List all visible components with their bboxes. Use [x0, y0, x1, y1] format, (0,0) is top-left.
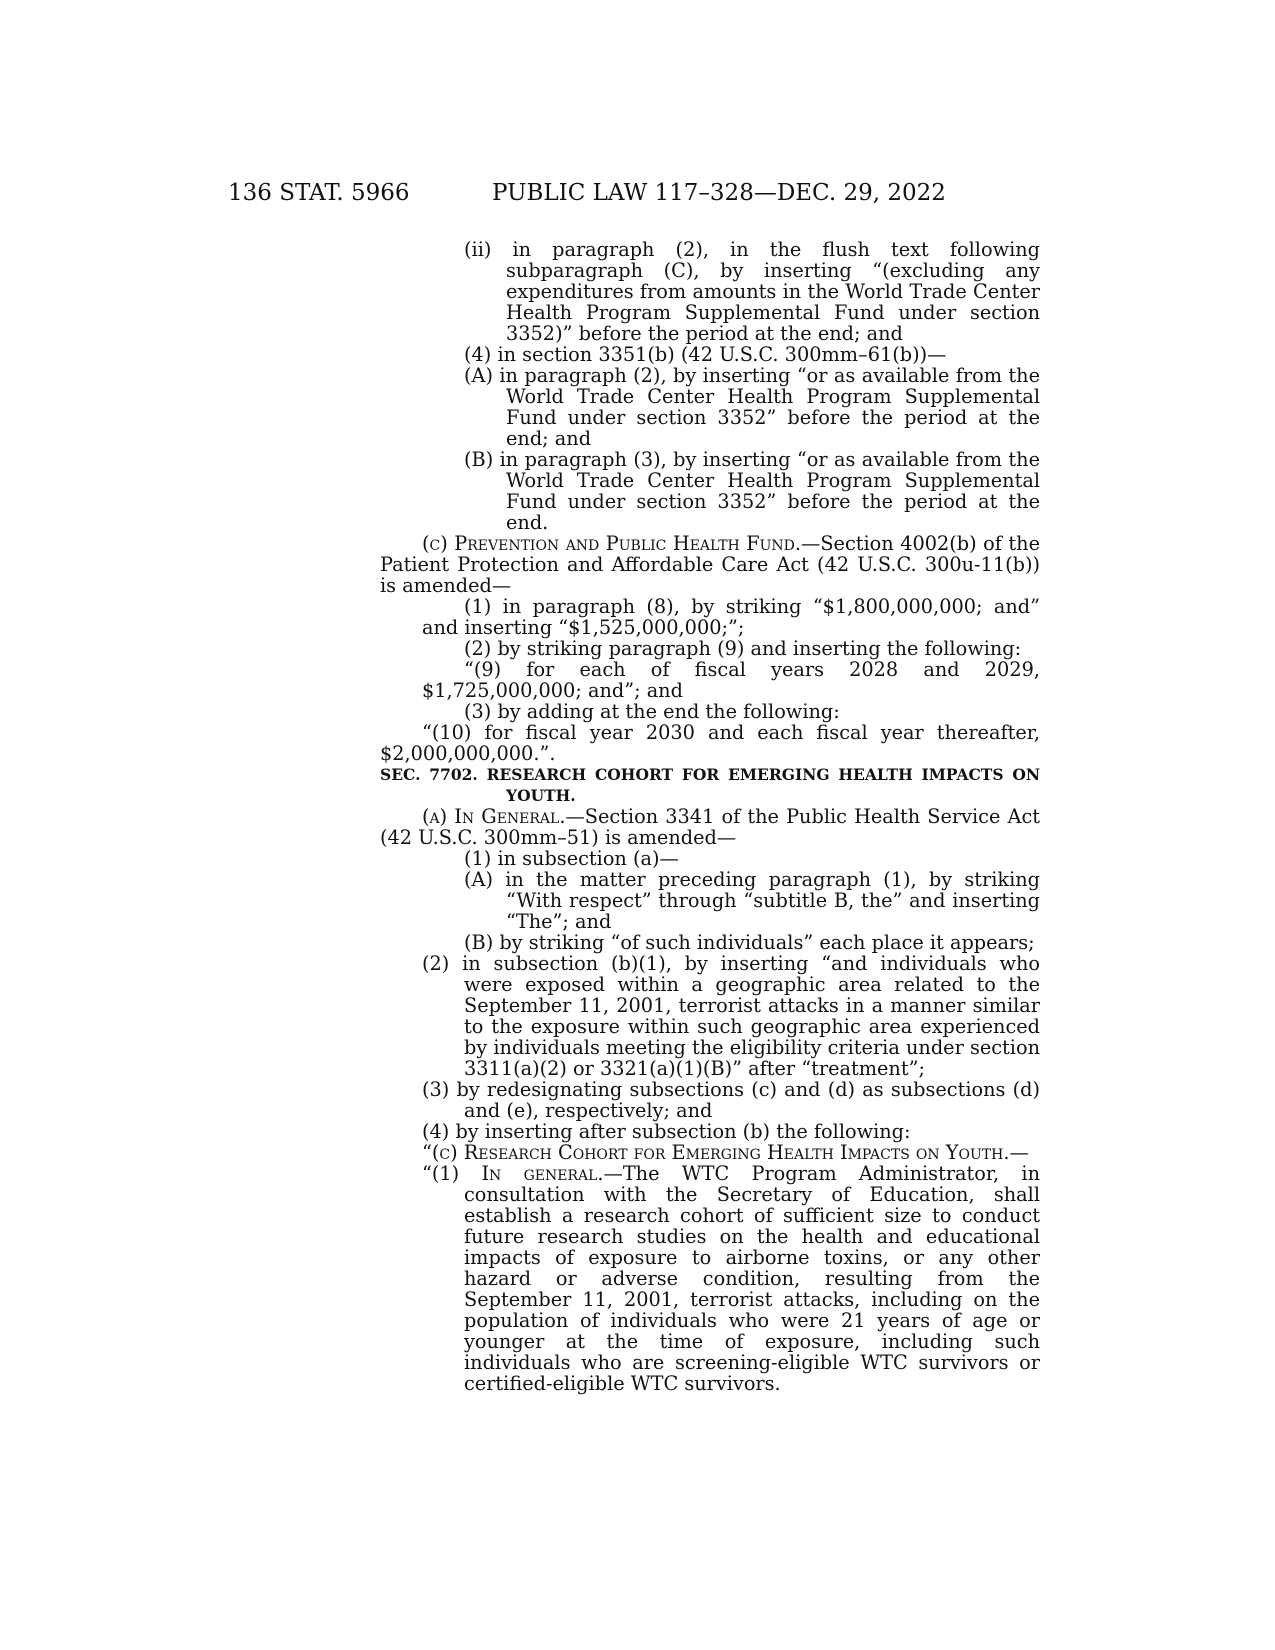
subparagraph-B: (B) in paragraph (3), by inserting “or as available from the World Trade Center Health Program Supplemental Fund under section 3352” before the period at the end. — [464, 448, 1040, 534]
paragraph-1-in-general — [380, 1163, 1040, 1394]
subsection-a — [380, 806, 1040, 848]
paragraph-2-subsection-b: (2) in subsection (b)(1), by inserting “and individuals who were exposed within a geographic area related to the September 11, 2001, terrorist attacks in a manner similar to the exposure within such geographic area experienced by individuals meeting the eligibility criteria under section 3311(a)(2) or 3321(a)(1)(B)” after “treatment”; — [422, 952, 1040, 1080]
subsection-c-heading: (c) Prevention and Public Health Fund.— — [422, 532, 821, 555]
paragraph-9-quoted: “(9) for each of fiscal years 2028 and 2029, $1,725,000,000; and”; and — [422, 658, 1040, 702]
paragraph-2: (2) by striking paragraph (9) and inserting the following: — [464, 637, 1022, 660]
clause-ii: (ii) in paragraph (2), in the flush text following subparagraph (C), by inserting “(excluding any expenditures from amounts in the World Trade Center Health Program Supplemental Fund under section 3352)” before the period at the end; and — [464, 238, 1040, 345]
paragraph-1-text: The WTC Program Administrator, in consultation with the Secretary of Education, shall establish a research cohort of sufficient size to conduct future research studies on the health and educational impacts of exposure to airborne toxins, or any other hazard or adverse condition, resulting from the September 11, 2001, terrorist attacks, including on the population of individuals who were 21 years of age or younger at the time of exposure, including such individuals who are screening-eligible WTC survivors or certified-eligible WTC survivors. — [464, 1162, 1040, 1395]
subsection-c-research-cohort: “(c) Research Cohort for Emerging Health Impacts on Youth.— — [422, 1141, 1029, 1164]
paragraph-4-inserting: (4) by inserting after subsection (b) the following: — [422, 1120, 911, 1143]
subsection-a-heading: (a) In General.— — [422, 805, 585, 828]
paragraph-10-quoted: “(10) for fiscal year 2030 and each fiscal year thereafter, $2,000,000,000.”. — [380, 721, 1040, 765]
paragraph-1-subsection-a: (1) in subsection (a)— — [464, 847, 679, 870]
page-stat-citation: 136 STAT. 5966 — [228, 180, 410, 206]
subparagraph-A: (A) in paragraph (2), by inserting “or as available from the World Trade Center Health Program Supplemental Fund under section 3352” before the period at the end; and — [464, 364, 1040, 450]
subsection-c-text: Section 4002(b) of the Patient Protection and Affordable Care Act (42 U.S.C. 300u-11(b)) is amended— — [380, 532, 1041, 597]
paragraph-4: (4) in section 3351(b) (42 U.S.C. 300mm–61(b))— — [464, 343, 947, 366]
document-body — [380, 239, 1040, 1394]
subsection-a-text: Section 3341 of the Public Health Service Act (42 U.S.C. 300mm–51) is amended— — [380, 805, 1040, 849]
section-heading: SEC. 7702. RESEARCH COHORT FOR EMERGING HEALTH IMPACTS ON YOUTH. — [380, 765, 1040, 805]
subparagraph-B-striking: (B) by striking “of such individuals” each place it appears; — [464, 931, 1035, 954]
paragraph-3-redesignating: (3) by redesignating subsections (c) and (d) as subsections (d) and (e), respectively; and — [422, 1078, 1040, 1122]
paragraph-1: (1) in paragraph (8), by striking “$1,800,000,000; and” and inserting “$1,525,000,000;”; — [422, 595, 1040, 639]
paragraph-1-heading: “(1) In general.— — [422, 1162, 623, 1185]
paragraph-3: (3) by adding at the end the following: — [464, 700, 840, 723]
page-running-title: PUBLIC LAW 117–328—DEC. 29, 2022 — [492, 180, 946, 206]
subsection-c — [380, 533, 1040, 596]
subparagraph-A-striking: (A) in the matter preceding paragraph (1), by striking “With respect” through “subtitle B, the” and inserting “The”; and — [464, 868, 1040, 933]
